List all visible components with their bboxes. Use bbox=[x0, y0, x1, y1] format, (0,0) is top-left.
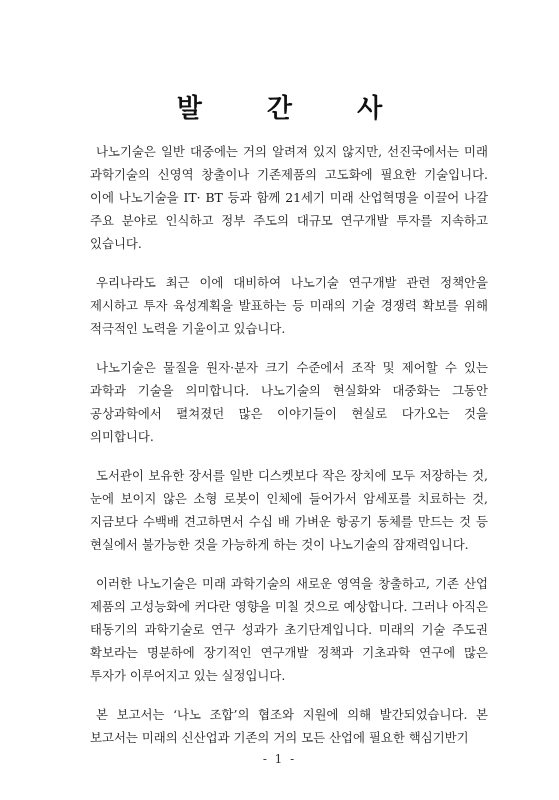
paragraph-1: 나노기술은 일반 대중에는 거의 알려져 있지 않지만, 선진국에서는 미래 과학기술의 신영역 창출이나 기존제품의 고도화에 필요한 기술입니다. 이에 나노기술을 IT· BT 등과 함께 21세기 미래 산업혁명을 이끌어 나갈 주요 분야로 인식하고 정부 주도의 대규모 연구개발 투자를 지속하고 있습니다. bbox=[90, 144, 488, 251]
document-body bbox=[90, 140, 488, 765]
page-number: - 1 - bbox=[262, 752, 297, 766]
paragraph-4: 도서관이 보유한 장서를 일반 디스켓보다 작은 장치에 모두 저장하는 것, 눈에 보이지 않은 소형 로봇이 인체에 들어가서 암세포를 치료하는 것, 지금보다 수백배 견고하면서 수십 배 가벼운 항공기 동체를 만드는 것 등 현실에서 불가능한 것을 가능하게 하는 것이 나노기술의 잠재력입니다. bbox=[90, 468, 488, 552]
page-title: 발 간 사 bbox=[176, 94, 411, 124]
paragraph-5: 이러한 나노기술은 미래 과학기술의 새로운 영역을 창출하고, 기존 산업 제품의 고성능화에 커다란 영향을 미칠 것으로 예상합니다. 그러나 아직은 태동기의 과학기술로 연구 성과가 초기단계입니다. 미래의 기술 주도권 확보라는 명분하에 장기적인 연구개발 정책과 기초과학 연구에 많은 투자가 이루어지고 있는 실정입니다. bbox=[90, 576, 488, 683]
paragraph-6: 본 보고서는 ‘나노 조합’의 협조와 지원에 의해 발간되었습니다. 본 보고서는 미래의 신산업과 기존의 거의 모든 산업에 필요한 핵심기반기 bbox=[90, 707, 488, 745]
paragraph-3: 나노기술은 물질을 원자·분자 크기 수준에서 조작 및 제어할 수 있는 과학과 기술을 의미합니다. 나노기술의 현실화와 대중화는 그동안 공상과학에서 펼쳐졌던 많은 이야기들이 현실로 다가오는 것을 의미합니다. bbox=[90, 360, 488, 444]
paragraph-2: 우리나라도 최근 이에 대비하여 나노기술 연구개발 관련 정책안을 제시하고 투자 육성계획을 발표하는 등 미래의 기술 경쟁력 확보를 위해 적극적인 노력을 기울이고 있습니다. bbox=[90, 275, 488, 336]
